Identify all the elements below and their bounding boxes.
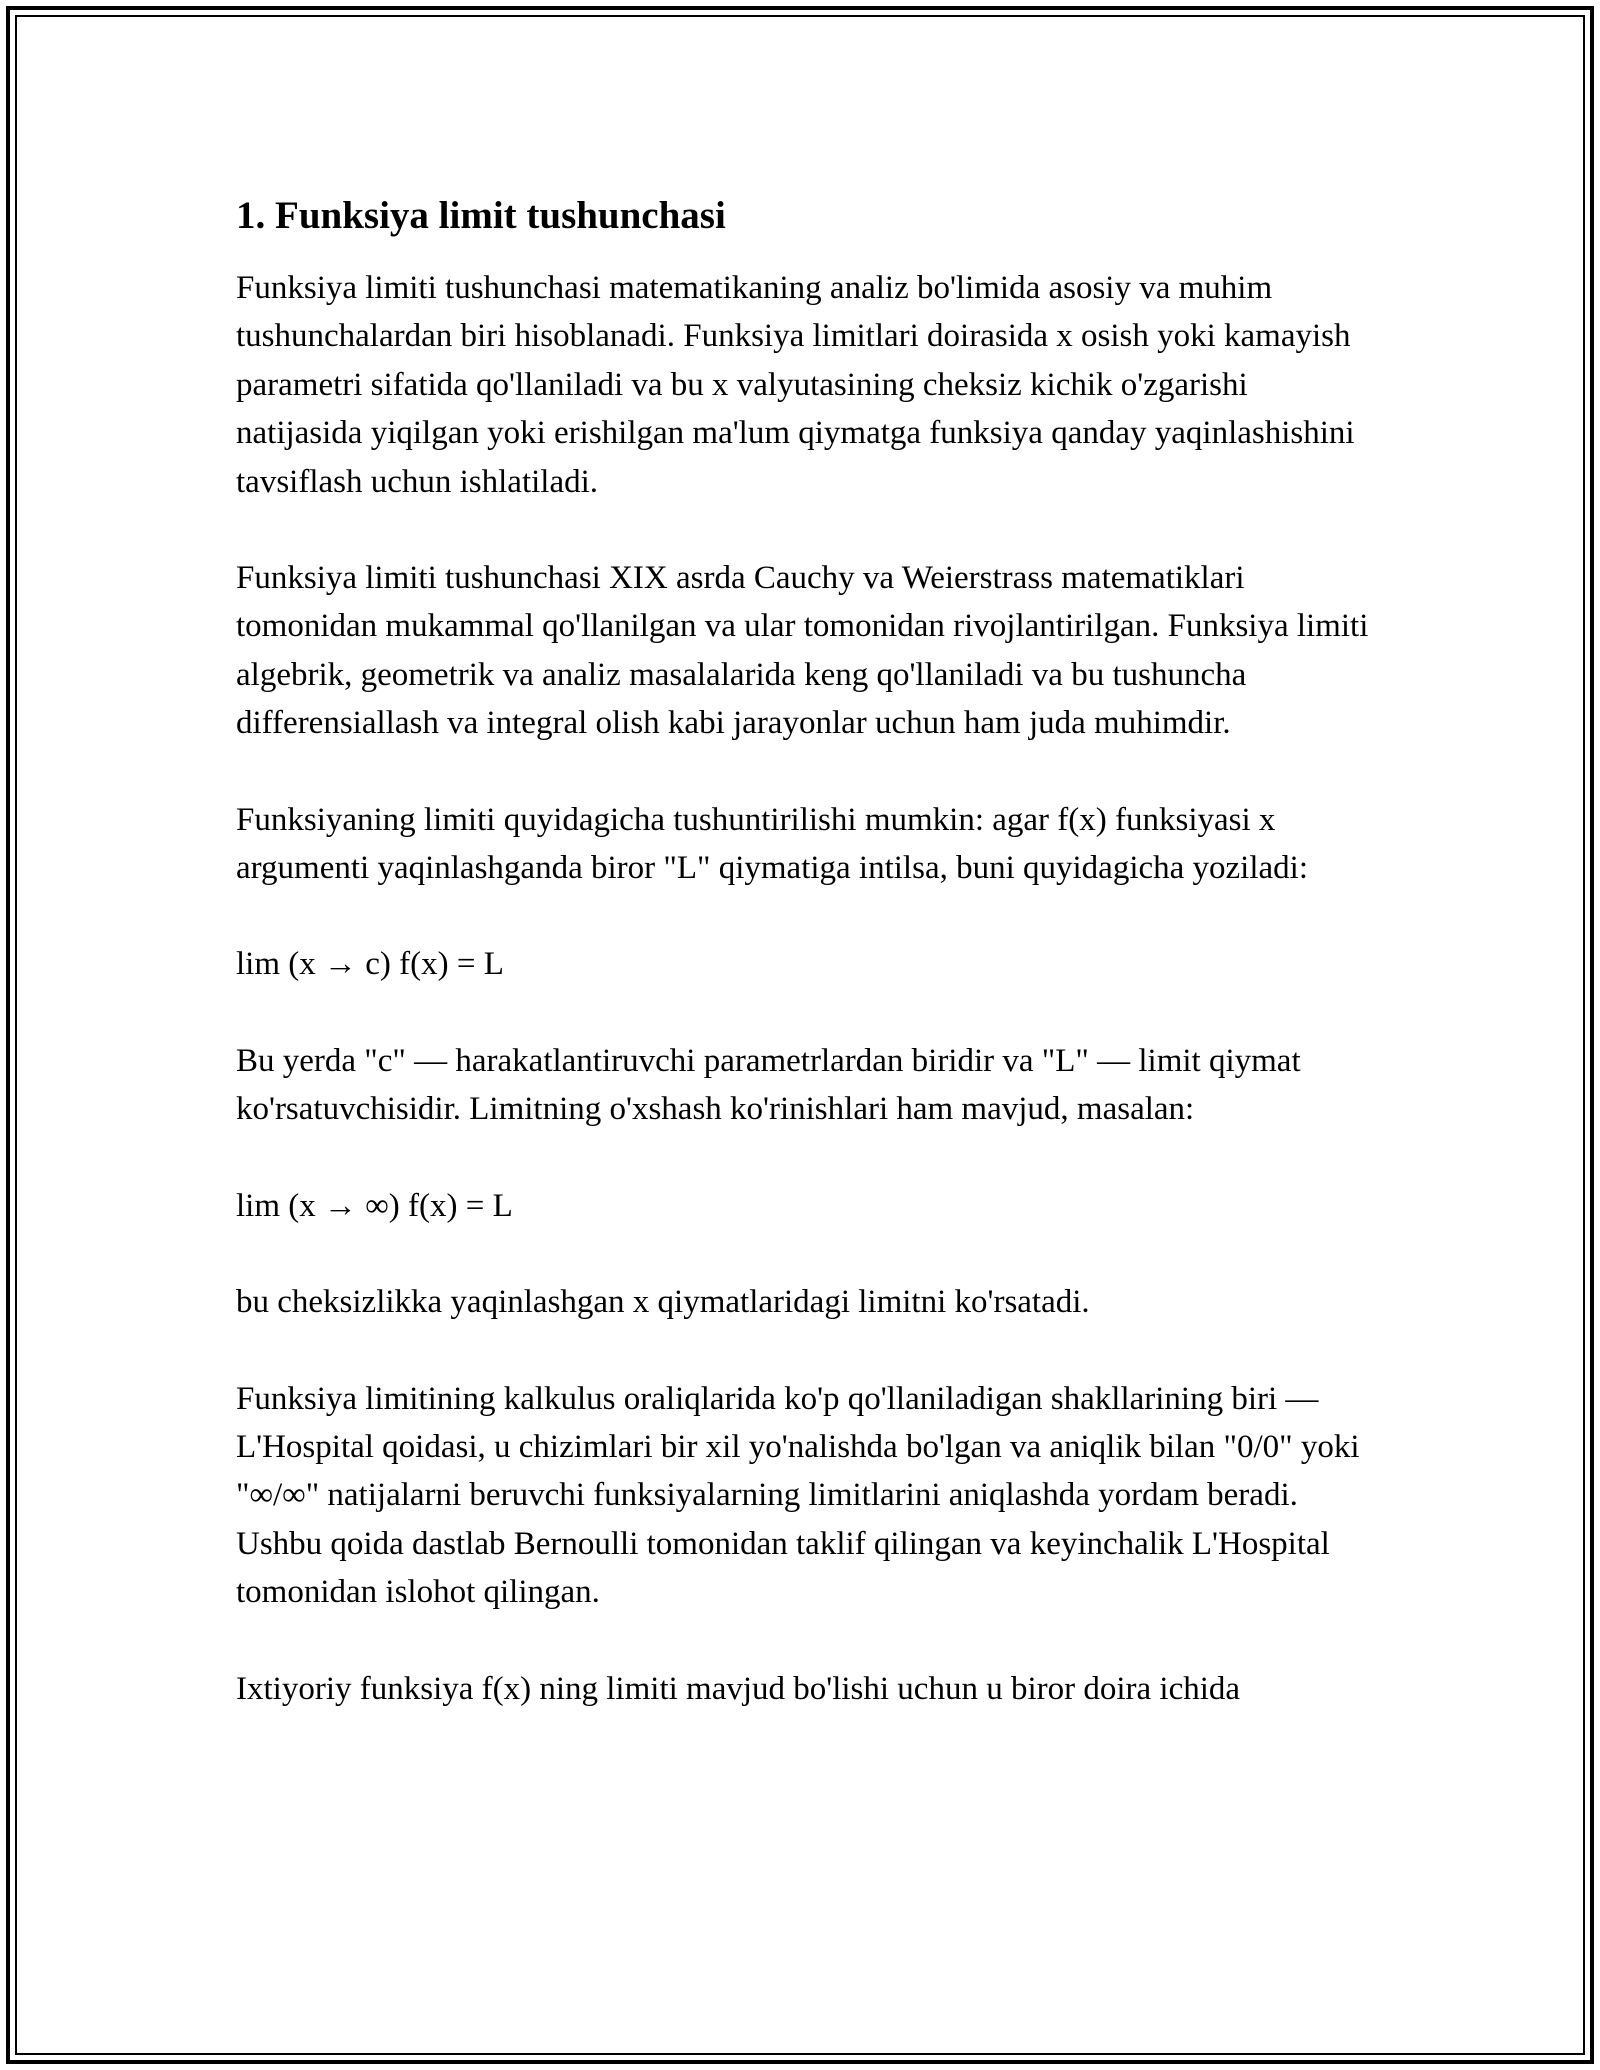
paragraph-existence: Ixtiyoriy funksiya f(x) ning limiti mavjud bo'lishi uchun u biror doira ichida bbox=[236, 1670, 1241, 1707]
paragraph-definition: Funksiyaning limiti quyidagicha tushuntirilishi mumkin: agar f(x) funksiyasi x argumenti yaqinlashganda biror "L" qiymatiga intilsa, buni quyidagicha yoziladi: bbox=[236, 801, 1309, 887]
paragraph-infinity-note: bu cheksizlikka yaqinlashgan x qiymatlaridagi limitni ko'rsatadi. bbox=[236, 1284, 1090, 1321]
section-heading: 1. Funksiya limit tushunchasi bbox=[236, 194, 726, 237]
paragraph-lhospital: Funksiya limitining kalkulus oraliqlarida ko'p qo'llaniladigan shakllarining biri — L'Hospital qoidasi, u chizimlari bir xil yo'nalishda bo'lgan va aniqlik bilan "0/0" yoki "∞/∞" natijalarni beruvchi funksiyalarning limitlarini aniqlashda yordam beradi. Ushbu qoida dastlab Bernoulli tomonidan taklif qilingan va keyinchalik L'Hospital tomonidan islohot qilingan. bbox=[236, 1380, 1360, 1611]
paragraph-history: Funksiya limiti tushunchasi XIX asrda Cauchy va Weierstrass matematiklari tomonidan mukammal qo'llanilgan va ular tomonidan rivojlantirilgan. Funksiya limiti algebrik, geometrik va analiz masalalarida keng qo'llaniladi va bu tushuncha differensiallash va integral olish kabi jarayonlar uchun ham juda muhimdir. bbox=[236, 560, 1369, 742]
paragraph-explanation: Bu yerda "c" — harakatlantiruvchi parametrlardan biridir va "L" — limit qiymat ko'rsatuvchisidir. Limitning o'xshash ko'rinishlari ham mavjud, masalan: bbox=[236, 1042, 1301, 1128]
formula-limit-c: lim (x → c) f(x) = L bbox=[236, 946, 504, 983]
document-body bbox=[236, 190, 1376, 1761]
formula-limit-infinity: lim (x → ∞) f(x) = L bbox=[236, 1187, 513, 1224]
paragraph-intro: Funksiya limiti tushunchasi matematikaning analiz bo'limida asosiy va muhim tushunchalardan biri hisoblanadi. Funksiya limitlari doirasida x osish yoki kamayish parametri sifatida qo'llaniladi va bu x valyutasining cheksiz kichik o'zgarishi natijasida yiqilgan yoki erishilgan ma'lum qiymatga funksiya qanday yaqinlashishini tavsiflash uchun ishlatiladi. bbox=[236, 270, 1355, 500]
